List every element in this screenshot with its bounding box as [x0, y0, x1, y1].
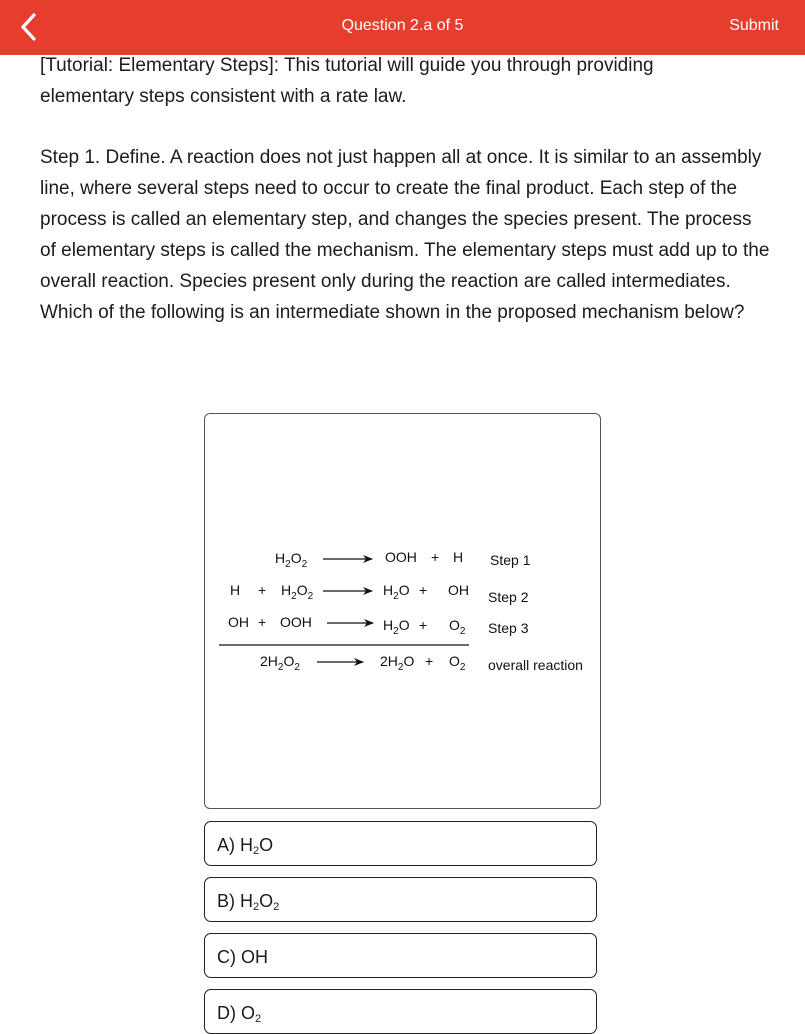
top-bar: [0, 0, 805, 55]
step2-plus-2: +: [419, 582, 428, 598]
overall-product-o2: $O_2$: [449, 653, 466, 673]
step3-label: Step 3: [488, 620, 529, 636]
step3-plus-1: +: [258, 614, 267, 630]
step2-label: Step 2: [488, 589, 529, 605]
step2-reactant-h2o2: $H_2O_2$: [281, 582, 314, 602]
step3-plus-2: +: [419, 617, 428, 633]
step3-reactant-ooh: OOH: [280, 614, 312, 630]
step2-reactant-h: H: [230, 582, 241, 598]
overall-reactant: $2H_2O_2$: [260, 653, 300, 673]
overall-plus: +: [425, 653, 434, 669]
option-a[interactable]: [204, 821, 597, 866]
overall-label: overall reaction: [488, 657, 583, 673]
step3-product-h2o: $H_2O$: [383, 617, 410, 637]
submit-button[interactable]: Submit: [729, 17, 779, 34]
step3-reactant-oh: OH: [228, 614, 249, 630]
step1-product-ooh: OOH: [385, 549, 417, 565]
step1-label: Step 1: [490, 552, 531, 568]
option-d-label: D) $O_2$: [217, 1003, 262, 1025]
mechanism-figure: [204, 413, 601, 809]
question-counter: Question 2.a of 5: [341, 17, 464, 34]
step1-reactant: $H_2O_2$: [275, 550, 308, 570]
option-d[interactable]: [204, 989, 597, 1034]
option-c[interactable]: [204, 933, 597, 978]
option-b[interactable]: [204, 877, 597, 922]
step2-product-oh: OH: [448, 582, 469, 598]
option-a-label: A) $H_2O$: [217, 835, 274, 857]
step2-product-h2o: $H_2O$: [383, 582, 410, 602]
overall-product-h2o: $2H_2O$: [380, 653, 415, 673]
mechanism-diagram: [205, 414, 600, 808]
step1-product-h: H: [453, 549, 464, 565]
step3-product-o2: $O_2$: [449, 617, 466, 637]
option-c-label: C) OH: [217, 947, 268, 967]
step-description: Step 1. Define. A reaction does not just happen all at once. It is similar to an assembly line, where several steps need to occur to create the final product. Each step of the process is called an elementary step, and changes the species present. The process of elementary steps is called the mechanism. The elementary steps must add up to the overall reaction. Species present only during the reaction are called intermediates. Which of the following is an intermediate shown in the proposed mechanism below?: [40, 147, 770, 323]
tutorial-intro: [Tutorial: Elementary Steps]: This tutorial will guide you through providing elementary steps consistent with a rate law.: [40, 55, 654, 107]
step2-plus-1: +: [258, 582, 267, 598]
option-b-label: B) $H_2O_2$: [217, 891, 280, 913]
step1-plus: +: [431, 549, 440, 565]
